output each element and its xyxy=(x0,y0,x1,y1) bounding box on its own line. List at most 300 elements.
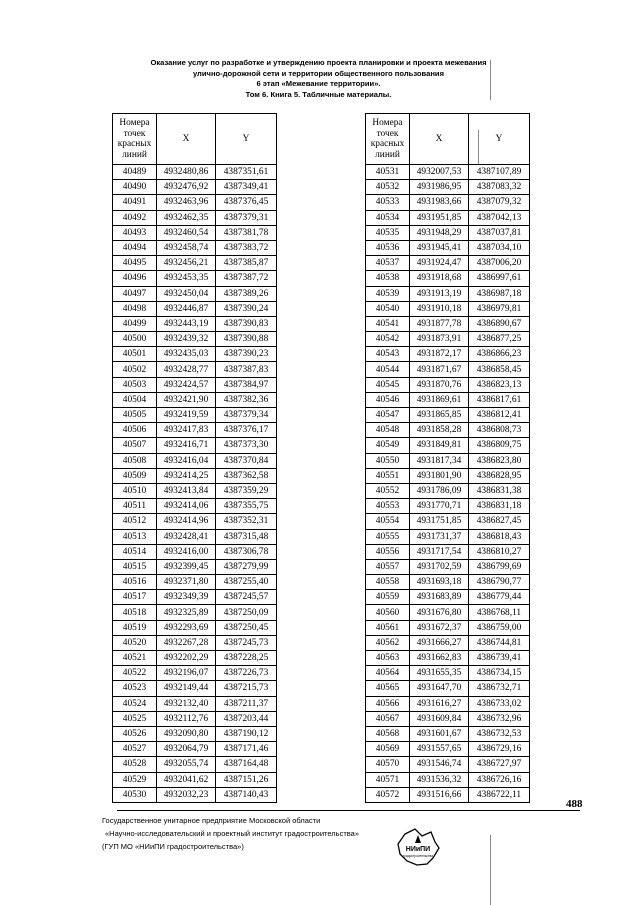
point-number-cell: 40534 xyxy=(366,210,410,225)
y-coordinate-cell: 4387255,40 xyxy=(216,575,277,590)
x-coordinate-cell: 4932399,45 xyxy=(157,559,216,574)
y-coordinate-cell: 4387279,99 xyxy=(216,559,277,574)
point-number-cell: 40533 xyxy=(366,195,410,210)
point-number-cell: 40526 xyxy=(113,726,157,741)
point-number-cell: 40541 xyxy=(366,316,410,331)
x-coordinate-cell: 4932421,90 xyxy=(157,392,216,407)
table-body-right xyxy=(366,165,530,803)
x-coordinate-cell: 4931945,41 xyxy=(410,240,469,255)
table-row xyxy=(366,681,530,696)
x-coordinate-cell: 4931557,65 xyxy=(410,742,469,757)
table-row xyxy=(366,544,530,559)
x-coordinate-cell: 4931683,89 xyxy=(410,590,469,605)
x-coordinate-cell: 4931870,76 xyxy=(410,377,469,392)
footer-divider xyxy=(117,810,580,811)
document-header xyxy=(0,58,637,100)
point-number-cell: 40510 xyxy=(113,483,157,498)
y-coordinate-cell: 4387389,26 xyxy=(216,286,277,301)
y-coordinate-cell: 4386823,80 xyxy=(469,453,530,468)
x-coordinate-cell: 4932349,39 xyxy=(157,590,216,605)
y-coordinate-cell: 4387382,36 xyxy=(216,392,277,407)
point-number-cell: 40496 xyxy=(113,271,157,286)
y-coordinate-cell: 4386808,73 xyxy=(469,423,530,438)
table-row xyxy=(113,742,277,757)
point-number-cell: 40545 xyxy=(366,377,410,392)
x-coordinate-cell: 4932112,76 xyxy=(157,711,216,726)
point-number-cell: 40567 xyxy=(366,711,410,726)
table-row xyxy=(113,726,277,741)
y-coordinate-cell: 4386828,95 xyxy=(469,468,530,483)
x-coordinate-cell: 4931924,47 xyxy=(410,256,469,271)
table-row xyxy=(366,590,530,605)
y-coordinate-cell: 4386866,23 xyxy=(469,347,530,362)
point-number-cell: 40500 xyxy=(113,332,157,347)
table-row xyxy=(113,468,277,483)
point-number-cell: 40555 xyxy=(366,529,410,544)
x-coordinate-cell: 4931536,32 xyxy=(410,772,469,787)
table-row xyxy=(113,681,277,696)
point-number-cell: 40490 xyxy=(113,180,157,195)
table-row xyxy=(366,210,530,225)
table-row xyxy=(113,316,277,331)
table-row xyxy=(113,362,277,377)
point-number-cell: 40521 xyxy=(113,651,157,666)
x-coordinate-cell: 4932460,54 xyxy=(157,225,216,240)
table-row xyxy=(113,544,277,559)
y-coordinate-cell: 4387376,45 xyxy=(216,195,277,210)
table-row xyxy=(366,742,530,757)
table-row xyxy=(366,301,530,316)
x-coordinate-cell: 4932462,35 xyxy=(157,210,216,225)
y-coordinate-cell: 4386812,41 xyxy=(469,408,530,423)
table-row xyxy=(113,696,277,711)
y-coordinate-cell: 4386727,97 xyxy=(469,757,530,772)
table-row xyxy=(113,195,277,210)
point-number-cell: 40507 xyxy=(113,438,157,453)
point-number-cell: 40498 xyxy=(113,301,157,316)
point-number-cell: 40563 xyxy=(366,651,410,666)
x-coordinate-cell: 4931872,17 xyxy=(410,347,469,362)
x-coordinate-cell: 4932132,40 xyxy=(157,696,216,711)
x-coordinate-cell: 4932414,25 xyxy=(157,468,216,483)
x-coordinate-cell: 4931770,71 xyxy=(410,499,469,514)
x-coordinate-cell: 4932439,32 xyxy=(157,332,216,347)
y-coordinate-cell: 4387370,84 xyxy=(216,453,277,468)
table-row xyxy=(366,772,530,787)
x-coordinate-cell: 4932480,86 xyxy=(157,165,216,180)
header-y: Y xyxy=(216,114,277,165)
point-number-cell: 40561 xyxy=(366,620,410,635)
footer-institute-name: «Научно-исследовательский и проектный институт градостроительства» xyxy=(105,829,359,838)
table-row xyxy=(113,620,277,635)
y-coordinate-cell: 4386997,61 xyxy=(469,271,530,286)
y-coordinate-cell: 4386732,71 xyxy=(469,681,530,696)
y-coordinate-cell: 4387215,73 xyxy=(216,681,277,696)
x-coordinate-cell: 4931655,35 xyxy=(410,666,469,681)
y-coordinate-cell: 4387362,58 xyxy=(216,468,277,483)
table-row xyxy=(113,787,277,802)
point-number-cell: 40551 xyxy=(366,468,410,483)
point-number-cell: 40564 xyxy=(366,666,410,681)
table-row xyxy=(113,180,277,195)
table-row xyxy=(366,180,530,195)
table-row xyxy=(113,392,277,407)
coordinates-table-right xyxy=(365,113,530,803)
x-coordinate-cell: 4932202,29 xyxy=(157,651,216,666)
x-coordinate-cell: 4932007,53 xyxy=(410,165,469,180)
table-row xyxy=(113,514,277,529)
table-row xyxy=(113,332,277,347)
point-number-cell: 40513 xyxy=(113,529,157,544)
x-coordinate-cell: 4931731,37 xyxy=(410,529,469,544)
table-row xyxy=(366,240,530,255)
x-coordinate-cell: 4932435,03 xyxy=(157,347,216,362)
y-coordinate-cell: 4387190,12 xyxy=(216,726,277,741)
table-row xyxy=(113,286,277,301)
header-point-numbers: Номера точек красных линий xyxy=(113,114,157,165)
x-coordinate-cell: 4932293,69 xyxy=(157,620,216,635)
x-coordinate-cell: 4931609,84 xyxy=(410,711,469,726)
point-number-cell: 40505 xyxy=(113,408,157,423)
table-row xyxy=(113,271,277,286)
institute-logo-icon xyxy=(395,826,441,868)
table-row xyxy=(366,514,530,529)
x-coordinate-cell: 4932032,23 xyxy=(157,787,216,802)
x-coordinate-cell: 4931647,70 xyxy=(410,681,469,696)
x-coordinate-cell: 4932450,04 xyxy=(157,286,216,301)
scan-artifact-line xyxy=(490,60,491,100)
y-coordinate-cell: 4386831,38 xyxy=(469,483,530,498)
table-row xyxy=(366,256,530,271)
point-number-cell: 40494 xyxy=(113,240,157,255)
point-number-cell: 40550 xyxy=(366,453,410,468)
x-coordinate-cell: 4932414,96 xyxy=(157,514,216,529)
table-row xyxy=(366,225,530,240)
point-number-cell: 40553 xyxy=(366,499,410,514)
header-y: Y xyxy=(469,114,530,165)
x-coordinate-cell: 4931918,68 xyxy=(410,271,469,286)
y-coordinate-cell: 4387140,43 xyxy=(216,787,277,802)
y-coordinate-cell: 4387390,24 xyxy=(216,301,277,316)
x-coordinate-cell: 4932419,59 xyxy=(157,408,216,423)
x-coordinate-cell: 4931849,81 xyxy=(410,438,469,453)
y-coordinate-cell: 4387083,32 xyxy=(469,180,530,195)
y-coordinate-cell: 4386890,67 xyxy=(469,316,530,331)
x-coordinate-cell: 4931672,37 xyxy=(410,620,469,635)
table-row xyxy=(113,423,277,438)
footer xyxy=(102,814,359,853)
point-number-cell: 40546 xyxy=(366,392,410,407)
table-row xyxy=(366,483,530,498)
x-coordinate-cell: 4931662,83 xyxy=(410,651,469,666)
table-row xyxy=(366,575,530,590)
table-row xyxy=(113,408,277,423)
y-coordinate-cell: 4387006,20 xyxy=(469,256,530,271)
x-coordinate-cell: 4932413,84 xyxy=(157,483,216,498)
table-row xyxy=(366,559,530,574)
table-header-row xyxy=(366,114,530,165)
point-number-cell: 40502 xyxy=(113,362,157,377)
y-coordinate-cell: 4387355,75 xyxy=(216,499,277,514)
table-row xyxy=(366,757,530,772)
point-number-cell: 40542 xyxy=(366,332,410,347)
table-row xyxy=(366,271,530,286)
point-number-cell: 40489 xyxy=(113,165,157,180)
x-coordinate-cell: 4931869,61 xyxy=(410,392,469,407)
x-coordinate-cell: 4932090,80 xyxy=(157,726,216,741)
point-number-cell: 40532 xyxy=(366,180,410,195)
y-coordinate-cell: 4387390,88 xyxy=(216,332,277,347)
table-row xyxy=(113,529,277,544)
page-number: 488 xyxy=(566,798,583,810)
header-point-numbers: Номера точек красных линий xyxy=(366,114,410,165)
table-row xyxy=(366,711,530,726)
y-coordinate-cell: 4387164,48 xyxy=(216,757,277,772)
x-coordinate-cell: 4931986,95 xyxy=(410,180,469,195)
table-row xyxy=(366,666,530,681)
x-coordinate-cell: 4931546,74 xyxy=(410,757,469,772)
point-number-cell: 40508 xyxy=(113,453,157,468)
point-number-cell: 40515 xyxy=(113,559,157,574)
point-number-cell: 40499 xyxy=(113,316,157,331)
x-coordinate-cell: 4931951,85 xyxy=(410,210,469,225)
table-row xyxy=(113,499,277,514)
table-row xyxy=(366,620,530,635)
table-row xyxy=(113,635,277,650)
x-coordinate-cell: 4932149,44 xyxy=(157,681,216,696)
table-row xyxy=(113,301,277,316)
point-number-cell: 40562 xyxy=(366,635,410,650)
y-coordinate-cell: 4387245,57 xyxy=(216,590,277,605)
table-row xyxy=(366,316,530,331)
y-coordinate-cell: 4387079,32 xyxy=(469,195,530,210)
table-row xyxy=(366,362,530,377)
point-number-cell: 40570 xyxy=(366,757,410,772)
table-row xyxy=(113,347,277,362)
point-number-cell: 40536 xyxy=(366,240,410,255)
table-row xyxy=(366,453,530,468)
table-row xyxy=(366,499,530,514)
y-coordinate-cell: 4386790,77 xyxy=(469,575,530,590)
y-coordinate-cell: 4387379,31 xyxy=(216,210,277,225)
point-number-cell: 40512 xyxy=(113,514,157,529)
y-coordinate-cell: 4387352,31 xyxy=(216,514,277,529)
x-coordinate-cell: 4931983,66 xyxy=(410,195,469,210)
y-coordinate-cell: 4387034,10 xyxy=(469,240,530,255)
point-number-cell: 40544 xyxy=(366,362,410,377)
point-number-cell: 40531 xyxy=(366,165,410,180)
y-coordinate-cell: 4386817,61 xyxy=(469,392,530,407)
x-coordinate-cell: 4932458,74 xyxy=(157,240,216,255)
y-coordinate-cell: 4386810,27 xyxy=(469,544,530,559)
table-row xyxy=(366,726,530,741)
coordinates-table-left xyxy=(112,113,277,803)
point-number-cell: 40558 xyxy=(366,575,410,590)
point-number-cell: 40492 xyxy=(113,210,157,225)
table-row xyxy=(113,772,277,787)
point-number-cell: 40569 xyxy=(366,742,410,757)
header-x: X xyxy=(157,114,216,165)
table-header-row xyxy=(113,114,277,165)
y-coordinate-cell: 4387226,73 xyxy=(216,666,277,681)
point-number-cell: 40527 xyxy=(113,742,157,757)
y-coordinate-cell: 4386768,11 xyxy=(469,605,530,620)
y-coordinate-cell: 4387376,17 xyxy=(216,423,277,438)
y-coordinate-cell: 4387203,44 xyxy=(216,711,277,726)
y-coordinate-cell: 4387245,73 xyxy=(216,635,277,650)
x-coordinate-cell: 4932414,06 xyxy=(157,499,216,514)
x-coordinate-cell: 4932055,74 xyxy=(157,757,216,772)
y-coordinate-cell: 4386744,81 xyxy=(469,635,530,650)
table-row xyxy=(113,453,277,468)
table-row xyxy=(366,438,530,453)
table-row xyxy=(113,711,277,726)
y-coordinate-cell: 4386732,53 xyxy=(469,726,530,741)
x-coordinate-cell: 4931865,85 xyxy=(410,408,469,423)
y-coordinate-cell: 4387315,48 xyxy=(216,529,277,544)
x-coordinate-cell: 4931676,80 xyxy=(410,605,469,620)
point-number-cell: 40517 xyxy=(113,590,157,605)
y-coordinate-cell: 4387250,45 xyxy=(216,620,277,635)
table-row xyxy=(366,286,530,301)
table-row xyxy=(113,575,277,590)
x-coordinate-cell: 4931910,18 xyxy=(410,301,469,316)
point-number-cell: 40543 xyxy=(366,347,410,362)
y-coordinate-cell: 4387383,72 xyxy=(216,240,277,255)
table-row xyxy=(113,483,277,498)
table-row xyxy=(366,165,530,180)
y-coordinate-cell: 4387042,13 xyxy=(469,210,530,225)
x-coordinate-cell: 4932371,80 xyxy=(157,575,216,590)
point-number-cell: 40503 xyxy=(113,377,157,392)
x-coordinate-cell: 4931871,67 xyxy=(410,362,469,377)
y-coordinate-cell: 4387228,25 xyxy=(216,651,277,666)
point-number-cell: 40511 xyxy=(113,499,157,514)
y-coordinate-cell: 4386799,69 xyxy=(469,559,530,574)
point-number-cell: 40528 xyxy=(113,757,157,772)
logo-subtitle: градостроительства xyxy=(403,854,433,858)
x-coordinate-cell: 4932325,89 xyxy=(157,605,216,620)
y-coordinate-cell: 4386722,11 xyxy=(469,787,530,802)
table-row xyxy=(113,651,277,666)
table-row xyxy=(366,347,530,362)
y-coordinate-cell: 4387387,72 xyxy=(216,271,277,286)
point-number-cell: 40571 xyxy=(366,772,410,787)
table-row xyxy=(113,605,277,620)
x-coordinate-cell: 4932453,35 xyxy=(157,271,216,286)
y-coordinate-cell: 4387390,83 xyxy=(216,316,277,331)
point-number-cell: 40504 xyxy=(113,392,157,407)
y-coordinate-cell: 4387107,89 xyxy=(469,165,530,180)
x-coordinate-cell: 4932443,19 xyxy=(157,316,216,331)
header-x: X xyxy=(410,114,469,165)
y-coordinate-cell: 4387379,34 xyxy=(216,408,277,423)
point-number-cell: 40523 xyxy=(113,681,157,696)
table-row xyxy=(113,377,277,392)
x-coordinate-cell: 4931877,78 xyxy=(410,316,469,331)
x-coordinate-cell: 4931516,66 xyxy=(410,787,469,802)
point-number-cell: 40520 xyxy=(113,635,157,650)
table-row xyxy=(113,590,277,605)
table-row xyxy=(366,605,530,620)
point-number-cell: 40519 xyxy=(113,620,157,635)
x-coordinate-cell: 4931666,27 xyxy=(410,635,469,650)
point-number-cell: 40506 xyxy=(113,423,157,438)
x-coordinate-cell: 4932428,77 xyxy=(157,362,216,377)
x-coordinate-cell: 4932416,04 xyxy=(157,453,216,468)
point-number-cell: 40509 xyxy=(113,468,157,483)
table-row xyxy=(113,256,277,271)
header-line-2: улично-дорожной сети и территории общественного пользования xyxy=(192,68,445,78)
x-coordinate-cell: 4931873,91 xyxy=(410,332,469,347)
table-row xyxy=(113,240,277,255)
y-coordinate-cell: 4387387,83 xyxy=(216,362,277,377)
y-coordinate-cell: 4386987,18 xyxy=(469,286,530,301)
x-coordinate-cell: 4932267,28 xyxy=(157,635,216,650)
y-coordinate-cell: 4386729,16 xyxy=(469,742,530,757)
table-row xyxy=(113,225,277,240)
y-coordinate-cell: 4387385,87 xyxy=(216,256,277,271)
x-coordinate-cell: 4932417,83 xyxy=(157,423,216,438)
x-coordinate-cell: 4932428,41 xyxy=(157,529,216,544)
y-coordinate-cell: 4386823,13 xyxy=(469,377,530,392)
y-coordinate-cell: 4386827,45 xyxy=(469,514,530,529)
y-coordinate-cell: 4386739,41 xyxy=(469,651,530,666)
x-coordinate-cell: 4931702,59 xyxy=(410,559,469,574)
x-coordinate-cell: 4932446,87 xyxy=(157,301,216,316)
table-row xyxy=(113,438,277,453)
point-number-cell: 40554 xyxy=(366,514,410,529)
y-coordinate-cell: 4386858,45 xyxy=(469,362,530,377)
y-coordinate-cell: 4387306,78 xyxy=(216,544,277,559)
logo-title: НИиПИ xyxy=(405,846,431,853)
table-row xyxy=(366,377,530,392)
point-number-cell: 40547 xyxy=(366,408,410,423)
x-coordinate-cell: 4932196,07 xyxy=(157,666,216,681)
y-coordinate-cell: 4387384,97 xyxy=(216,377,277,392)
y-coordinate-cell: 4387211,37 xyxy=(216,696,277,711)
x-coordinate-cell: 4931717,54 xyxy=(410,544,469,559)
point-number-cell: 40566 xyxy=(366,696,410,711)
x-coordinate-cell: 4931751,85 xyxy=(410,514,469,529)
table-row xyxy=(366,468,530,483)
point-number-cell: 40539 xyxy=(366,286,410,301)
point-number-cell: 40572 xyxy=(366,787,410,802)
y-coordinate-cell: 4386759,00 xyxy=(469,620,530,635)
x-coordinate-cell: 4931616,27 xyxy=(410,696,469,711)
x-coordinate-cell: 4932456,21 xyxy=(157,256,216,271)
y-coordinate-cell: 4387351,61 xyxy=(216,165,277,180)
table-row xyxy=(113,210,277,225)
x-coordinate-cell: 4932041,62 xyxy=(157,772,216,787)
point-number-cell: 40529 xyxy=(113,772,157,787)
x-coordinate-cell: 4932463,96 xyxy=(157,195,216,210)
y-coordinate-cell: 4387151,26 xyxy=(216,772,277,787)
table-row xyxy=(366,195,530,210)
point-number-cell: 40497 xyxy=(113,286,157,301)
x-coordinate-cell: 4931601,67 xyxy=(410,726,469,741)
table-row xyxy=(366,408,530,423)
table-row xyxy=(113,165,277,180)
point-number-cell: 40518 xyxy=(113,605,157,620)
point-number-cell: 40540 xyxy=(366,301,410,316)
point-number-cell: 40495 xyxy=(113,256,157,271)
x-coordinate-cell: 4931913,19 xyxy=(410,286,469,301)
point-number-cell: 40491 xyxy=(113,195,157,210)
table-row xyxy=(113,666,277,681)
table-row xyxy=(366,787,530,802)
point-number-cell: 40514 xyxy=(113,544,157,559)
